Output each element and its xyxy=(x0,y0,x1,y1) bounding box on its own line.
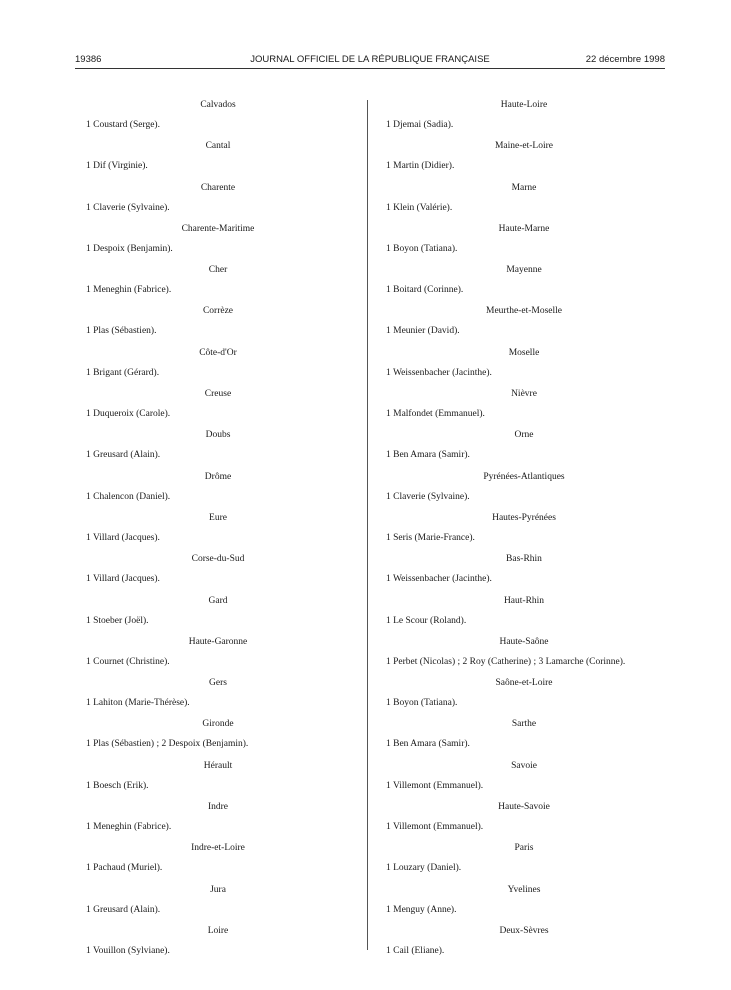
department-entry xyxy=(86,802,350,843)
department-entry xyxy=(86,843,350,884)
department-entry xyxy=(86,678,350,719)
department-entry xyxy=(386,802,662,843)
department-name: Saône-et-Loire xyxy=(495,678,553,689)
department-name: Orne xyxy=(514,430,534,441)
department-name: Haute-Marne xyxy=(498,223,550,234)
department-name: Meurthe-et-Moselle xyxy=(486,306,562,317)
department-name: Moselle xyxy=(508,347,540,358)
department-entry xyxy=(386,926,662,967)
department-name: Cher xyxy=(208,265,228,276)
ranking-result: 1 Villard (Jacques). xyxy=(86,574,160,585)
department-entry xyxy=(86,348,350,389)
ranking-result: 1 Chalencon (Daniel). xyxy=(86,491,171,502)
department-name: Gers xyxy=(209,678,227,689)
ranking-result: 1 Claverie (Sylvaine). xyxy=(386,491,470,502)
department-entry xyxy=(386,389,662,430)
department-entry xyxy=(386,430,662,471)
department-entry xyxy=(386,678,662,719)
department-entry xyxy=(386,554,662,595)
ranking-result: 1 Boyon (Tatiana). xyxy=(386,243,458,254)
department-entry xyxy=(86,100,350,141)
department-name: Charente xyxy=(200,182,236,193)
department-entry xyxy=(386,265,662,306)
ranking-result: 1 Pachaud (Muriel). xyxy=(86,863,163,874)
ranking-result: 1 Meneghin (Fabrice). xyxy=(86,285,172,296)
department-name: Mayenne xyxy=(506,265,542,276)
ranking-result: 1 Villemont (Emmanuel). xyxy=(386,780,484,791)
department-name: Haute-Savoie xyxy=(498,802,550,813)
page-header xyxy=(75,54,665,68)
department-entry xyxy=(386,637,662,678)
department-entry xyxy=(386,761,662,802)
department-name: Drôme xyxy=(204,471,232,482)
department-name: Corse-du-Sud xyxy=(191,554,245,565)
ranking-result: 1 Cail (Eliane). xyxy=(386,945,445,956)
department-name: Cantal xyxy=(205,141,231,152)
department-name: Haute-Garonne xyxy=(188,636,248,647)
department-entry xyxy=(386,885,662,926)
ranking-result: 1 Greusard (Alain). xyxy=(86,904,161,915)
department-name: Indre xyxy=(207,802,229,813)
ranking-result: 1 Menguy (Anne). xyxy=(386,904,457,915)
ranking-result: 1 Weissenbacher (Jacinthe). xyxy=(386,367,492,378)
ranking-result: 1 Le Scour (Roland). xyxy=(386,615,467,626)
department-entry xyxy=(386,348,662,389)
department-name: Maine-et-Loire xyxy=(494,141,554,152)
department-entry xyxy=(386,141,662,182)
department-entry xyxy=(386,100,662,141)
department-name: Haute-Saône xyxy=(499,636,549,647)
department-name: Marne xyxy=(511,182,537,193)
department-name: Charente-Maritime xyxy=(181,223,255,234)
department-name: Doubs xyxy=(205,430,231,441)
department-name: Paris xyxy=(514,843,534,854)
department-entry xyxy=(386,843,662,884)
ranking-result: 1 Duqueroix (Carole). xyxy=(86,409,171,420)
ranking-result: 1 Brigant (Gérard). xyxy=(86,367,160,378)
department-name: Côte-d'Or xyxy=(199,347,237,358)
department-name: Bas-Rhin xyxy=(506,554,542,565)
ranking-result: 1 Dif (Virginie). xyxy=(86,161,148,172)
department-name: Savoie xyxy=(511,760,537,771)
department-name: Haute-Loire xyxy=(500,100,548,110)
department-entry xyxy=(86,637,350,678)
department-name: Deux-Sèvres xyxy=(499,925,549,936)
department-name: Creuse xyxy=(204,389,232,400)
department-name: Indre-et-Loire xyxy=(191,843,245,854)
ranking-result: 1 Louzary (Daniel). xyxy=(386,863,462,874)
ranking-result: 1 Seris (Marie-France). xyxy=(386,532,475,543)
department-entry xyxy=(386,224,662,265)
ranking-result: 1 Coustard (Serge). xyxy=(86,120,160,130)
department-name: Gironde xyxy=(202,719,234,730)
ranking-result: 1 Despoix (Benjamin). xyxy=(86,243,173,254)
department-entry xyxy=(86,596,350,637)
department-entry xyxy=(86,513,350,554)
department-entry xyxy=(86,885,350,926)
department-entry xyxy=(86,761,350,802)
department-name: Sarthe xyxy=(511,719,537,730)
ranking-result: 1 Meneghin (Fabrice). xyxy=(86,822,172,833)
ranking-result: 1 Klein (Valérie). xyxy=(386,202,453,213)
department-name: Haut-Rhin xyxy=(503,595,545,606)
department-name: Pyrénées-Atlantiques xyxy=(483,471,565,482)
department-entry xyxy=(386,596,662,637)
ranking-result: 1 Plas (Sébastien). xyxy=(86,326,157,337)
department-entry xyxy=(86,265,350,306)
department-name: Calvados xyxy=(200,100,236,110)
ranking-result: 1 Ben Amara (Samir). xyxy=(386,450,470,461)
ranking-result: 1 Ben Amara (Samir). xyxy=(386,739,470,750)
ranking-result: 1 Perbet (Nicolas) ; 2 Roy (Catherine) ; 3 Lamarche (Corinne). xyxy=(386,656,626,667)
ranking-result: 1 Djemai (Sadia). xyxy=(386,120,454,130)
right-column xyxy=(386,100,662,958)
department-entry xyxy=(386,513,662,554)
publication-date: 22 décembre 1998 xyxy=(585,54,665,65)
department-entry xyxy=(386,306,662,347)
department-entry xyxy=(86,306,350,347)
department-entry xyxy=(86,472,350,513)
department-entry xyxy=(86,224,350,265)
department-name: Nièvre xyxy=(511,389,537,400)
ranking-result: 1 Weissenbacher (Jacinthe). xyxy=(386,574,492,585)
ranking-result: 1 Greusard (Alain). xyxy=(86,450,161,461)
department-name: Gard xyxy=(208,595,228,606)
department-entry xyxy=(86,719,350,760)
department-name: Hautes-Pyrénées xyxy=(492,512,556,523)
department-entry xyxy=(86,926,350,967)
department-entry xyxy=(86,141,350,182)
department-entry xyxy=(386,472,662,513)
ranking-result: 1 Martin (Didier). xyxy=(386,161,455,172)
left-column xyxy=(86,100,350,958)
page-number: 19386 xyxy=(75,54,102,65)
department-name: Eure xyxy=(209,512,227,523)
ranking-result: 1 Plas (Sébastien) ; 2 Despoix (Benjamin). xyxy=(86,739,249,750)
department-entry xyxy=(86,554,350,595)
ranking-result: 1 Boitard (Corinne). xyxy=(386,285,464,296)
department-name: Hérault xyxy=(203,760,233,771)
ranking-result: 1 Boesch (Erik). xyxy=(86,780,149,791)
department-entry xyxy=(386,719,662,760)
department-name: Jura xyxy=(210,884,226,895)
department-entry xyxy=(86,183,350,224)
ranking-result: 1 Stoeber (Joël). xyxy=(86,615,149,626)
ranking-result: 1 Claverie (Sylvaine). xyxy=(86,202,170,213)
header-rule xyxy=(75,68,665,69)
department-name: Loire xyxy=(207,925,229,936)
ranking-result: 1 Meunier (David). xyxy=(386,326,460,337)
ranking-result: 1 Cournet (Christine). xyxy=(86,656,170,667)
department-name: Corrèze xyxy=(202,306,234,317)
department-entry xyxy=(86,389,350,430)
department-name: Yvelines xyxy=(507,884,541,895)
ranking-result: 1 Villard (Jacques). xyxy=(86,532,160,543)
column-divider xyxy=(367,100,368,950)
department-entry xyxy=(386,183,662,224)
department-entry xyxy=(86,430,350,471)
ranking-result: 1 Boyon (Tatiana). xyxy=(386,698,458,709)
ranking-result: 1 Malfondet (Emmanuel). xyxy=(386,409,485,420)
ranking-result: 1 Villemont (Emmanuel). xyxy=(386,822,484,833)
journal-title: JOURNAL OFFICIEL DE LA RÉPUBLIQUE FRANÇAISE xyxy=(250,54,490,65)
ranking-result: 1 Vouillon (Sylviane). xyxy=(86,945,170,956)
ranking-result: 1 Lahiton (Marie-Thérèse). xyxy=(86,698,190,709)
